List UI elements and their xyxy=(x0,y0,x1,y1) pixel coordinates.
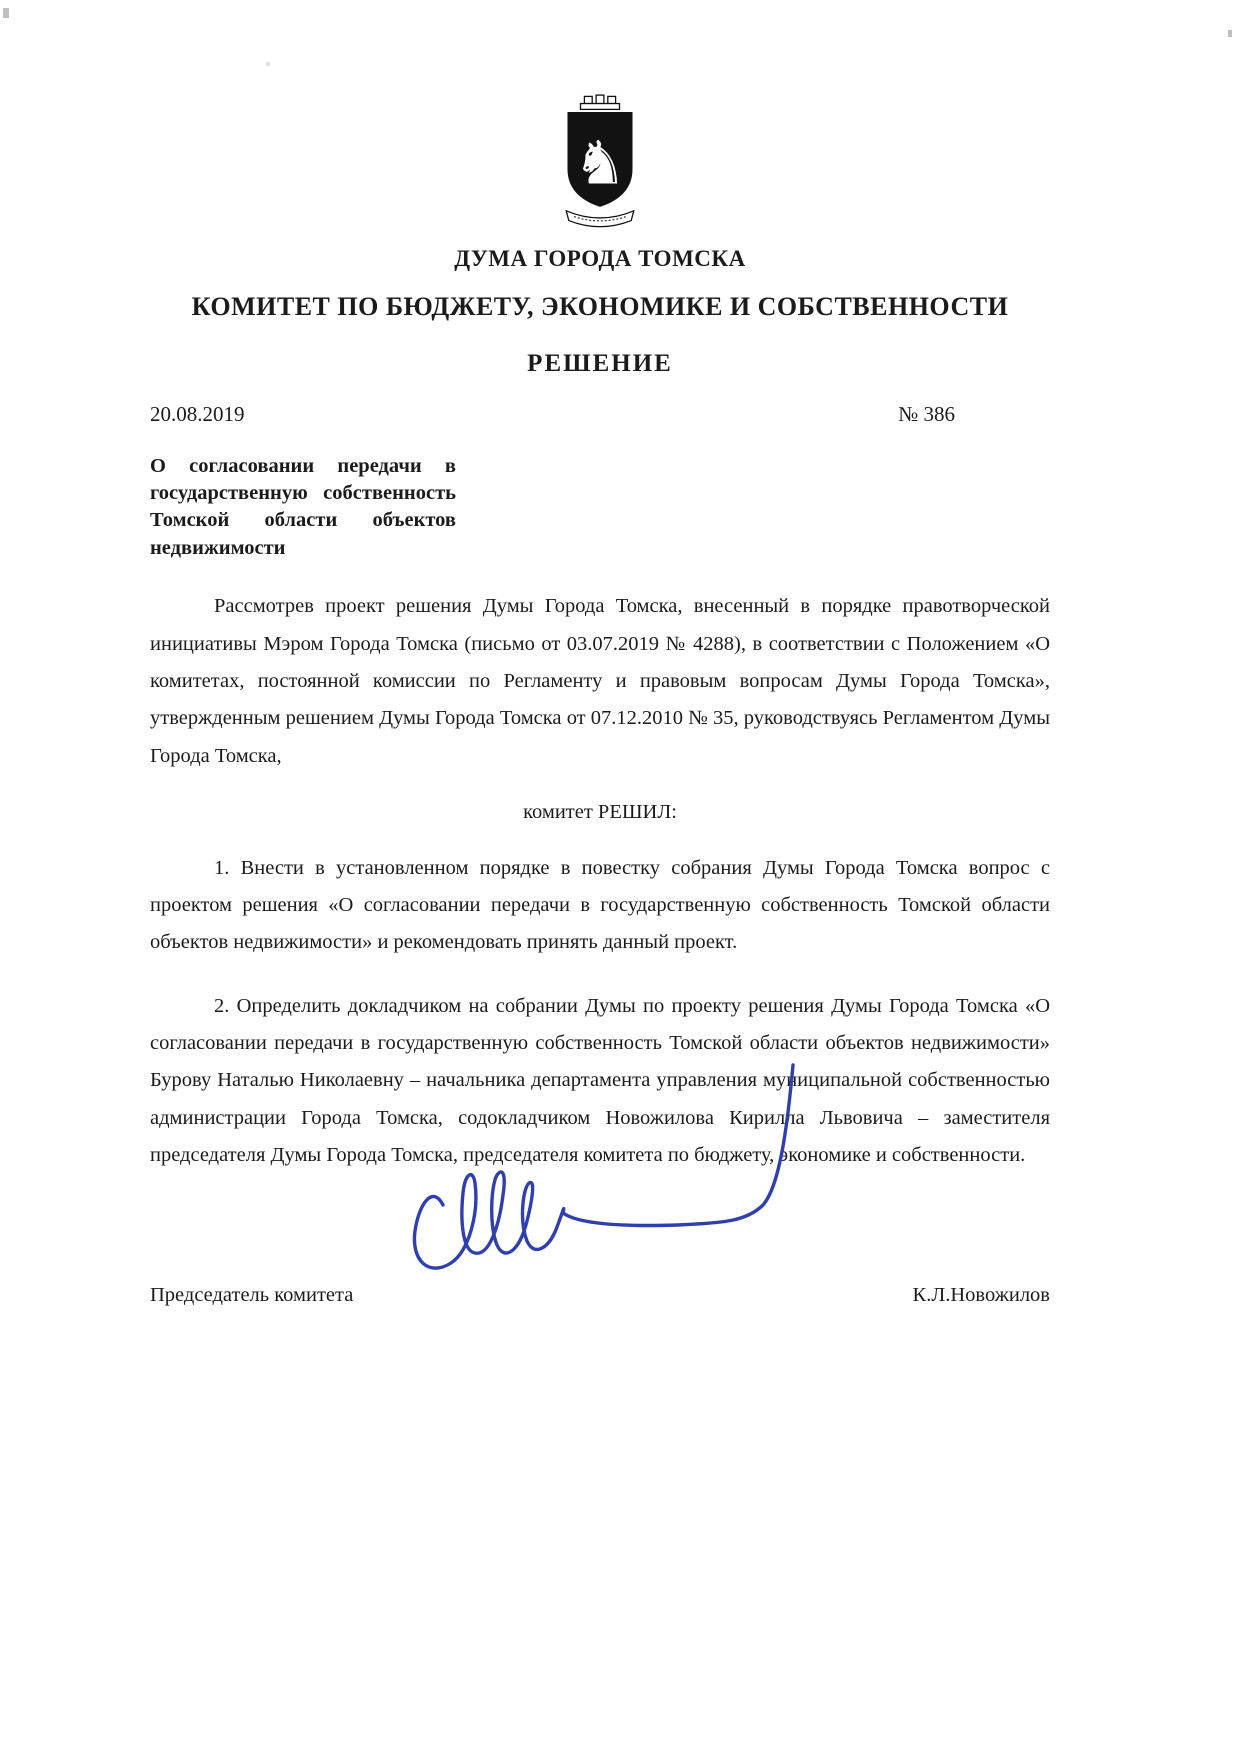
signature-row xyxy=(150,1284,1050,1307)
motto-ribbon xyxy=(566,211,634,227)
document-date: 20.08.2019 xyxy=(150,401,245,426)
resolution-item-1: 1. Внести в установленном порядке в повестку собрания Думы Города Томска вопрос с проектом решения «О согласовании передачи в государственную собственность Томской области объектов недвижимости» и рекомендовать принять данный проект. xyxy=(150,856,1050,954)
organization-title: ДУМА ГОРОДА ТОМСКА xyxy=(454,245,746,271)
signer-name: К.Л.Новожилов xyxy=(912,1284,1050,1307)
scan-artifact xyxy=(1228,30,1232,37)
document-meta-row xyxy=(150,402,1050,427)
intro-paragraph: Рассмотрев проект решения Думы Города Томска, внесенный в порядке правотворческой инициативы Мэром Города Томска (письмо от 03.07.2019 № 4288), в соответствии с Положением «О комитетах, постоянной комиссии по Регламенту и правовым вопросам Думы Города Томска», утвержденным решением Думы Города Томска от 07.12.2010 № 35, руководствуясь Регламентом Думы Города Томска, xyxy=(150,595,1050,767)
crown-icon xyxy=(581,95,620,109)
resolution-item-2: 2. Определить докладчиком на собрании Думы по проекту решения Думы Города Томска «О согласовании передачи в государственную собственность Томской области объектов недвижимости» Бурову Наталью Николаевну – начальника департамента управления муниципальной собственностью администрации Города Томска, содокладчиком Новожилова Кирилла Львовича – заместителя председателя Думы Города Томска, председателя комитета по бюджету, экономике и собственности. xyxy=(150,994,1050,1166)
signer-role: Председатель комитета xyxy=(150,1284,354,1307)
horse-icon: ♞ xyxy=(573,128,627,199)
document-number: № 386 xyxy=(898,401,955,426)
resolved-heading: комитет РЕШИЛ: xyxy=(523,800,677,823)
document-type-heading: РЕШЕНИЕ xyxy=(527,349,673,377)
scan-artifact xyxy=(3,8,9,18)
committee-title: КОМИТЕТ ПО БЮДЖЕТУ, ЭКОНОМИКЕ И СОБСТВЕННОСТИ xyxy=(191,291,1009,321)
document-subject: О согласовании передачи в государственную собственность Томской области объектов недвижимости xyxy=(150,454,456,559)
tomsk-coat-of-arms-icon xyxy=(548,86,652,236)
